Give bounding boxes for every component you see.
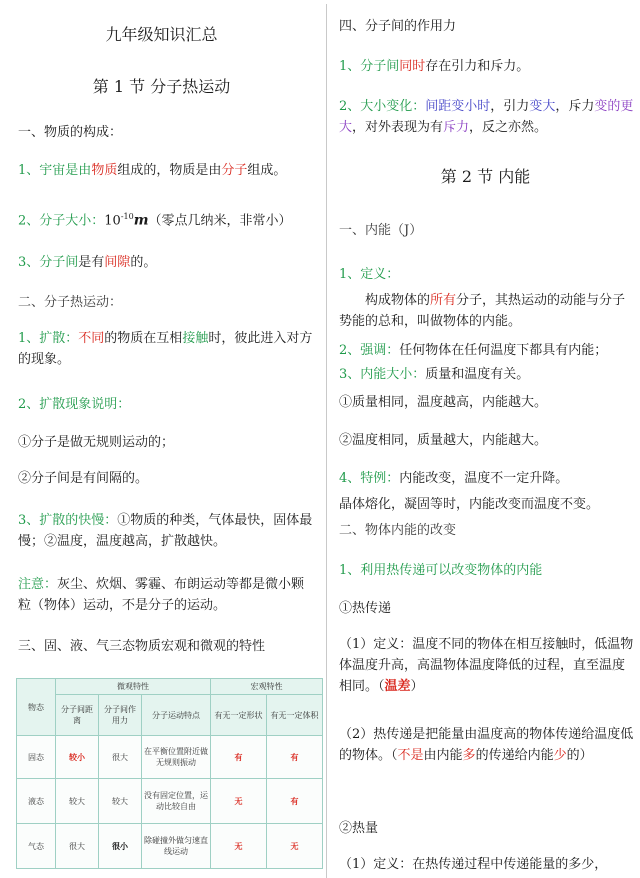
line-diffusion-speed: 3、扩散的快慢：①物质的种类，气体最快，固体最慢；②温度，温度越高，扩散越快。: [18, 513, 313, 549]
line-size-change: 2、大小变化：间距变小时，引力变大，斥力变的更大，对外表现为有斥力，反之亦然。: [339, 99, 634, 135]
table-header-shape: 有无一定形状: [211, 695, 267, 736]
heading-intermolecular-force: 四、分子间的作用力: [339, 19, 457, 34]
line-transfer-direction: （2）热传递是把能量由温度高的物体传递给温度低的物体。（不是由内能多的传递给内能少的）: [339, 727, 634, 763]
line-temp-same: ②温度相同，质量越大，内能越大。: [339, 433, 548, 448]
line-intervals: ②分子间是有间隔的。: [18, 471, 149, 486]
section-2-title: 第 2 节 内能: [440, 167, 531, 186]
line-transfer-definition: （1）定义：温度不同的物体在相互接触时，低温物体温度升高，高温物体温度降低的过程，直至温度相同。（温差）: [339, 637, 634, 694]
line-emphasis: 2、强调：任何物体在任何温度下都具有内能；: [339, 343, 608, 358]
line-heat-transfer-change: 1、利用热传递可以改变物体的内能: [339, 563, 543, 578]
heading-structure: 一、物质的构成：: [18, 125, 123, 140]
line-heat-quantity: ②热量: [339, 821, 379, 836]
heading-energy-change: 二、物体内能的改变: [339, 523, 457, 538]
table-header-force: 分子间作用力: [99, 695, 142, 736]
heading-internal-energy: 一、内能（J）: [339, 223, 423, 238]
line-energy-size: 3、内能大小：质量和温度有关。: [339, 367, 530, 382]
line-definition-label: 1、定义：: [339, 267, 400, 282]
column-divider: [326, 4, 327, 878]
line-irregular-motion: ①分子是做无规则运动的；: [18, 435, 175, 450]
line-molecule-size: 2、分子大小：$10^{-10}m$（零点几纳米，非常小）: [18, 212, 292, 229]
line-gap: 3、分子间是有间隙的。: [18, 255, 157, 270]
line-universe: 1、宇宙是由物质组成的，物质是由分子组成。: [18, 163, 287, 178]
line-mass-same: ①质量相同，温度越高，内能越大。: [339, 395, 548, 410]
table-group-macro: 宏观特性: [211, 679, 323, 695]
line-special-case: 4、特例：内能改变，温度不一定升降。: [339, 471, 569, 486]
table-group-micro: 微观特性: [56, 679, 211, 695]
line-diffusion: 1、扩散：不同的物质在互相接触时，彼此进入对方的现象。: [18, 331, 313, 367]
table-header-state: 物态: [17, 679, 56, 736]
section-1-title: 第 1 节 分子热运动: [92, 77, 231, 96]
line-definition: 构成物体的所有分子，其热运动的动能与分子势能的总和，叫做物体的内能。: [339, 293, 626, 329]
right-column: [331, 0, 640, 878]
table-row: 气态 很大 很小 除碰撞外做匀速直线运动 无 无: [17, 824, 323, 869]
line-heat-definition: （1）定义：在热传递过程中传递能量的多少，: [339, 857, 608, 872]
line-note: 注意：灰尘、炊烟、雾霾、布朗运动等都是微小颗粒（物体）运动，不是分子的运动。: [18, 577, 305, 613]
heading-thermal-motion: 二、分子热运动：: [18, 295, 123, 310]
table-row: 固态 较小 很大 在平衡位置附近做无规则振动 有 有: [17, 736, 323, 779]
table-row: 液态 较大 较大 没有固定位置，运动比较自由 无 有: [17, 779, 323, 824]
line-heat-transfer: ①热传递: [339, 601, 392, 616]
table-header-volume: 有无一定体积: [267, 695, 323, 736]
table-header-motion: 分子运动特点: [142, 695, 211, 736]
line-diffusion-explain: 2、扩散现象说明：: [18, 397, 131, 412]
line-attraction-repulsion: 1、分子间同时存在引力和斥力。: [339, 59, 530, 74]
document-title: 九年级知识汇总: [105, 25, 218, 44]
states-table: [16, 678, 323, 869]
line-crystal: 晶体熔化，凝固等时，内能改变而温度不变。: [339, 497, 600, 512]
heading-three-states: 三、固、液、气三态物质宏观和微观的特性: [18, 639, 266, 654]
table-header-distance: 分子间距离: [56, 695, 99, 736]
